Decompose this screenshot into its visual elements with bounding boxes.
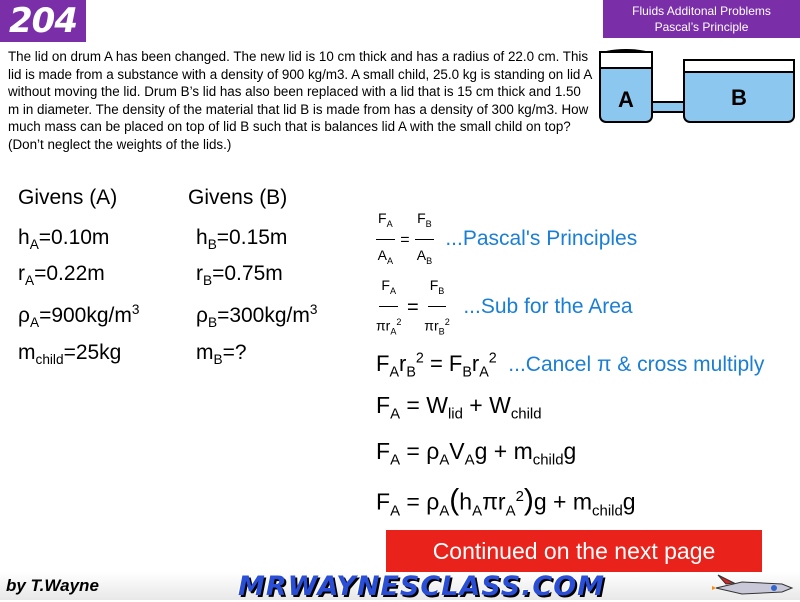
lid-a (600, 52, 652, 68)
equation-cross: $F_Ar_B^2 = F_Br_A^2$ ...Cancel π & cross multiply (376, 351, 765, 381)
equation-final: $F_A = \rho_A(h_A\pi r_A^2)g + m_{child}g$ (376, 483, 636, 520)
drum-b-label: B (731, 85, 747, 110)
note-pascal: ...Pascal's Principles (445, 226, 638, 250)
given-rhoa: $\rho_A=900kg/m^3$ (18, 302, 140, 331)
connecting-pipe (650, 102, 684, 112)
equation-area: $\frac{F_A}{\pi r_A^2}$ = $\frac{F_B}{\pi r_B^2}$ ...Sub for the Area (376, 270, 633, 346)
lid-b (684, 60, 794, 72)
given-ra: $r_A=0.22m$ (18, 262, 105, 289)
given-mchild: $m_{child}=25kg$ (18, 340, 122, 367)
given-hb: $h_B=0.15m$ (196, 226, 288, 253)
given-mb: $m_B=$? (196, 340, 247, 367)
note-area: ...Sub for the Area (463, 295, 633, 319)
note-cancel: ...Cancel π & cross multiply (508, 353, 765, 377)
given-rb: $r_B=0.75m$ (196, 262, 283, 289)
page-number-badge: 204 (0, 0, 86, 42)
topic-line-2: Pascal’s Principle (654, 20, 749, 34)
given-rhob: $\rho_B=300kg/m^3$ (196, 302, 318, 331)
drums-diagram (596, 40, 800, 126)
givens-b-heading: Givens (B) (188, 186, 288, 209)
given-ha: $h_A=0.10m$ (18, 226, 110, 253)
problem-text: The lid on drum A has been changed. The new lid is 10 cm thick and has a radius of 22.0 cm. This lid is made from a substance with a density of 900 kg/m3. A small child, 25.0 kg is standing on lid A without moving the lid. Drum B’s lid has also been replaced with a lid that is 15 cm thick and 1.50 m in diameter. The density of the material that lid B is made from has a density of 300 kg/m3. How much mass can be placed on top of lid B such that is balances lid A with the small child on top? (Don’t neglect the weights of the lids.) (8, 49, 592, 152)
equation-pascal: $\frac{F_A}{A_A}$ = $\frac{F_B}{A_B}$ ...Pascal's Principles (376, 203, 637, 276)
givens-b-list (196, 223, 317, 374)
site-logo-text[interactable]: MRWAYNESCLASS.COM (238, 571, 606, 602)
givens-a-list (18, 223, 139, 374)
topic-banner (603, 0, 800, 38)
rocket-icon (712, 572, 796, 598)
topic-line-1: Fluids Additonal Problems (632, 4, 771, 18)
givens-a-heading: Givens (A) (18, 186, 118, 209)
continued-banner: Continued on the next page (386, 530, 762, 572)
equation-density: $F_A = \rho_AV_Ag + m_{child}g$ (376, 438, 577, 469)
author-byline: by T.Wayne (6, 576, 99, 595)
equation-weights: $F_A = W_{lid} + W_{child}$ (376, 392, 542, 423)
drum-a-label: A (618, 87, 634, 112)
